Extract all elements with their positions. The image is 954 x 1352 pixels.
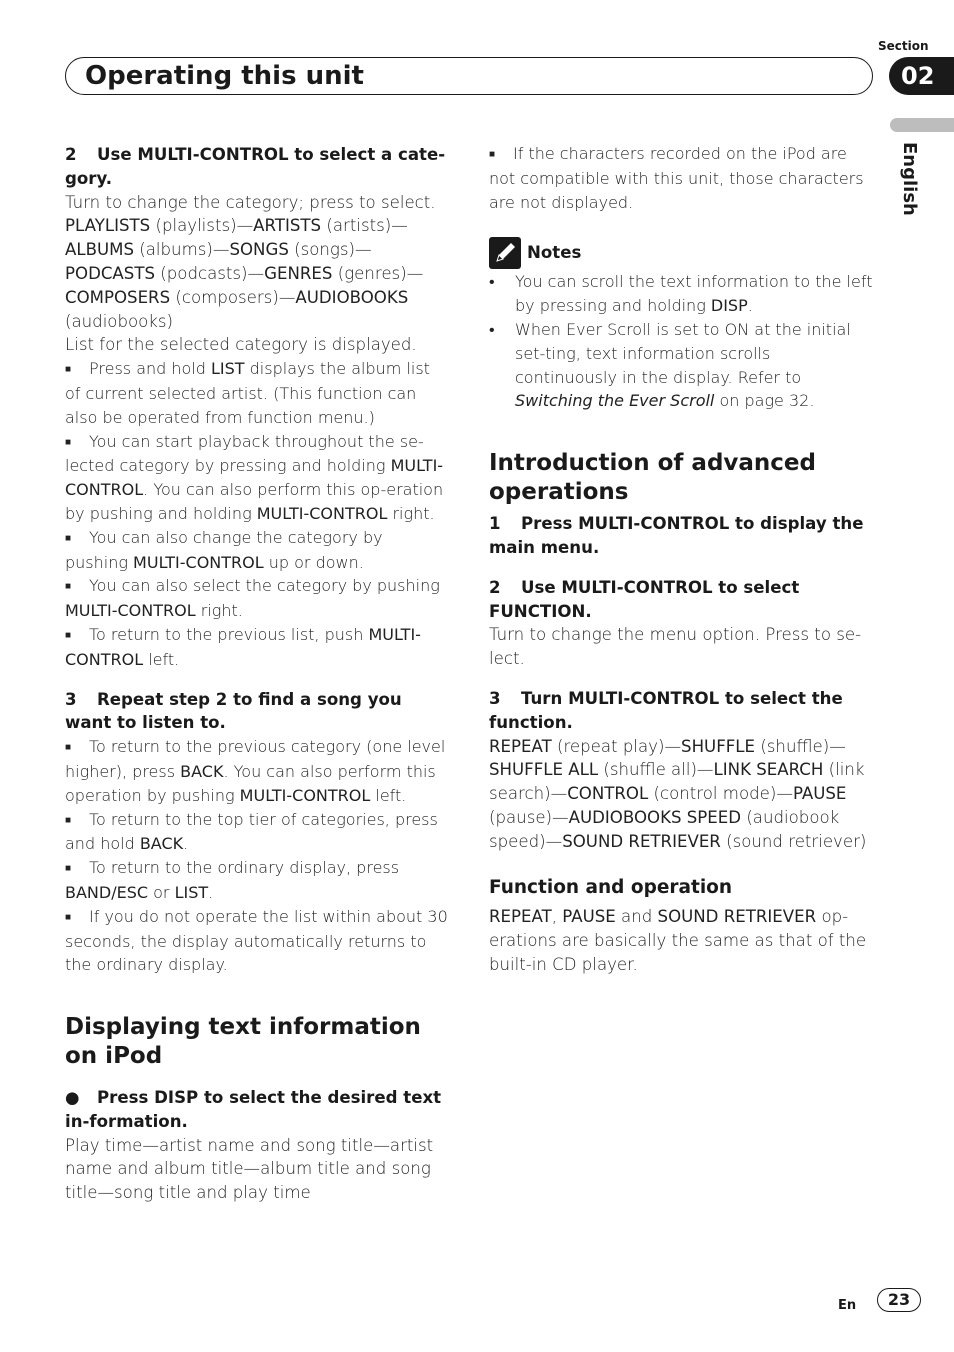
sequence-item-name: CONTROL bbox=[567, 784, 649, 804]
sequence-item-desc: (repeat play) bbox=[557, 736, 665, 756]
square-bullet-icon: ■ bbox=[489, 149, 496, 160]
bullet-dot-icon: • bbox=[489, 272, 495, 292]
square-bullet-icon: ■ bbox=[65, 814, 72, 826]
sequence-item-desc: (control mode) bbox=[653, 784, 777, 804]
sequence-item-desc: (genres) bbox=[337, 263, 407, 283]
note-item: ■ To return to the previous list, push MULTI-CONTROL left. bbox=[65, 624, 421, 669]
disp-step-body: Play time—artist name and song title—artist name and album title—album title and song title—song title and play time bbox=[65, 1135, 434, 1203]
notes-header bbox=[489, 236, 874, 270]
notes-title: Notes bbox=[527, 243, 582, 263]
subheading-function-operation: Function and operation bbox=[489, 876, 733, 898]
section-number-badge: 02 bbox=[889, 57, 954, 95]
note-item: • When Ever Scroll is set to ON at the initial set-ting, text information scrolls continuously in the display. Refer to Switching the Ever Scroll on page 32. bbox=[489, 319, 851, 411]
sequence-item-desc: (pause) bbox=[489, 807, 553, 827]
step-2-heading: 2 Use MULTI-CONTROL to select a cate-gory. bbox=[65, 145, 446, 188]
language-tab bbox=[890, 118, 954, 132]
sequence-item-desc: (albums) bbox=[139, 240, 213, 260]
square-bullet-icon: ■ bbox=[65, 742, 72, 754]
disp-step-heading: ● Press DISP to select the desired text in-formation. bbox=[65, 1088, 442, 1131]
sequence-item-name: AUDIOBOOKS SPEED bbox=[568, 807, 742, 827]
sequence-item-name: PODCASTS bbox=[65, 263, 155, 283]
step-3-heading: 3 Repeat step 2 to find a song you want to listen to. bbox=[65, 689, 402, 733]
note-top: ■ If the characters recorded on the iPod are not compatible with this unit, those characters are not displayed. bbox=[489, 144, 864, 212]
adv-step-2-body: Turn to change the menu option. Press to se-lect. bbox=[489, 625, 862, 669]
sequence-item-name: AUDIOBOOKS bbox=[295, 287, 409, 307]
note-item: ■ You can start playback throughout the se-lected category by pressing and holding MULTI-CONTROL. You can also perform this op-eration by pushing and holding MULTI-CONTROL right. bbox=[65, 431, 444, 523]
square-bullet-icon: ■ bbox=[65, 436, 72, 448]
note-item: ■ To return to the ordinary display, press BAND/ESC or LIST. bbox=[65, 858, 400, 902]
sequence-item-desc: (podcasts) bbox=[160, 263, 248, 283]
note-item: ■ Press and hold LIST displays the album list of current selected artist. (This function can also be operated from function menu.) bbox=[65, 359, 430, 427]
note-item: ■ To return to the top tier of categories, press and hold BACK. bbox=[65, 809, 438, 854]
sequence-item-desc: (shuffle all) bbox=[603, 760, 697, 780]
function-sequence: REPEAT (repeat play)—SHUFFLE (shuffle)—SHUFFLE ALL (shuffle all)—LINK SEARCH (link search)—CONTROL (control mode)—PAUSE (pause)—AUDIOBOOKS SPEED (audiobook speed)—SOUND RETRIEVER (sound retriever) bbox=[489, 736, 867, 851]
note-item: ■ You can also change the category by pushing MULTI-CONTROL up or down. bbox=[65, 527, 383, 572]
section-heading-advanced: Introduction of advanced operations bbox=[489, 450, 816, 505]
sequence-item-name: REPEAT bbox=[489, 736, 552, 756]
adv-step-1: 1 Press MULTI-CONTROL to display the main menu. bbox=[489, 514, 864, 557]
sequence-item-name: PLAYLISTS bbox=[65, 216, 151, 236]
step-3-notes bbox=[65, 735, 450, 977]
sequence-item-desc: (audiobooks) bbox=[65, 311, 174, 331]
sequence-item-desc: (shuffle) bbox=[760, 736, 830, 756]
sequence-item-name: PAUSE bbox=[792, 784, 847, 804]
bullet-dot-icon: • bbox=[489, 319, 495, 339]
function-operation-body: REPEAT, PAUSE and SOUND RETRIEVER op-erations are basically the same as that of the built-in CD player. bbox=[489, 907, 867, 974]
sequence-item-desc: (artists) bbox=[326, 216, 392, 236]
note-item: ■ If you do not operate the list within about 30 seconds, the display automatically returns to the ordinary display. bbox=[65, 906, 448, 975]
sequence-item-desc: (link search) bbox=[489, 760, 865, 804]
sequence-item-name: ALBUMS bbox=[65, 240, 134, 260]
sequence-item-desc: (sound retriever) bbox=[726, 831, 867, 851]
sequence-item-name: ARTISTS bbox=[253, 216, 322, 236]
category-sequence: PLAYLISTS (playlists)—ARTISTS (artists)—ALBUMS (albums)—SONGS (songs)—PODCASTS (podcasts)—GENRES (genres)—COMPOSERS (composers)—AUDIOBOOKS (audiobooks) bbox=[65, 216, 424, 331]
square-bullet-icon: ■ bbox=[65, 629, 72, 641]
language-label: English bbox=[899, 142, 920, 216]
section-label: Section bbox=[878, 39, 929, 53]
sequence-item-desc: (composers) bbox=[175, 287, 279, 307]
sequence-item-name: SHUFFLE ALL bbox=[489, 760, 599, 780]
page-number: 23 bbox=[877, 1288, 921, 1312]
note-item: ■ To return to the previous category (one level higher), press BACK. You can also perform this operation by pushing MULTI-CONTROL left. bbox=[65, 737, 446, 805]
square-bullet-icon: ■ bbox=[65, 532, 72, 544]
step-2-body: Turn to change the category; press to select. bbox=[65, 192, 436, 212]
sequence-item-name: SOUND RETRIEVER bbox=[562, 831, 721, 851]
square-bullet-icon: ■ bbox=[65, 863, 72, 875]
note-item: ■ You can also select the category by pushing MULTI-CONTROL right. bbox=[65, 576, 440, 621]
bullet-dot-icon: ● bbox=[65, 1088, 80, 1108]
adv-step-2: 2 Use MULTI-CONTROL to select FUNCTION. bbox=[489, 577, 800, 621]
right-column bbox=[489, 142, 874, 977]
pencil-note-icon bbox=[489, 237, 521, 269]
square-bullet-icon: ■ bbox=[65, 911, 72, 923]
footer-language: En bbox=[838, 1298, 857, 1313]
square-bullet-icon: ■ bbox=[65, 364, 72, 376]
sequence-item-desc: (playlists) bbox=[155, 216, 237, 236]
adv-step-3: 3 Turn MULTI-CONTROL to select the function. bbox=[489, 688, 843, 732]
sequence-item-desc: (audiobook speed) bbox=[489, 807, 840, 851]
sequence-item-name: SHUFFLE bbox=[681, 736, 756, 756]
step-2-notes bbox=[65, 357, 450, 671]
sequence-item-name: COMPOSERS bbox=[65, 287, 171, 307]
section-heading-display-text: Displaying text information on iPod bbox=[65, 1014, 421, 1069]
page-title: Operating this unit bbox=[85, 61, 364, 91]
step-2-result: List for the selected category is displayed. bbox=[65, 335, 417, 355]
sequence-item-name: LINK SEARCH bbox=[713, 760, 824, 780]
notes-list bbox=[489, 270, 874, 413]
note-item: • You can scroll the text information to the left by pressing and holding DISP. bbox=[489, 272, 873, 316]
sequence-item-name: GENRES bbox=[264, 263, 333, 283]
left-column bbox=[65, 143, 450, 1205]
square-bullet-icon: ■ bbox=[65, 581, 72, 593]
sequence-item-name: SONGS bbox=[229, 240, 289, 260]
sequence-item-desc: (songs) bbox=[294, 240, 356, 260]
